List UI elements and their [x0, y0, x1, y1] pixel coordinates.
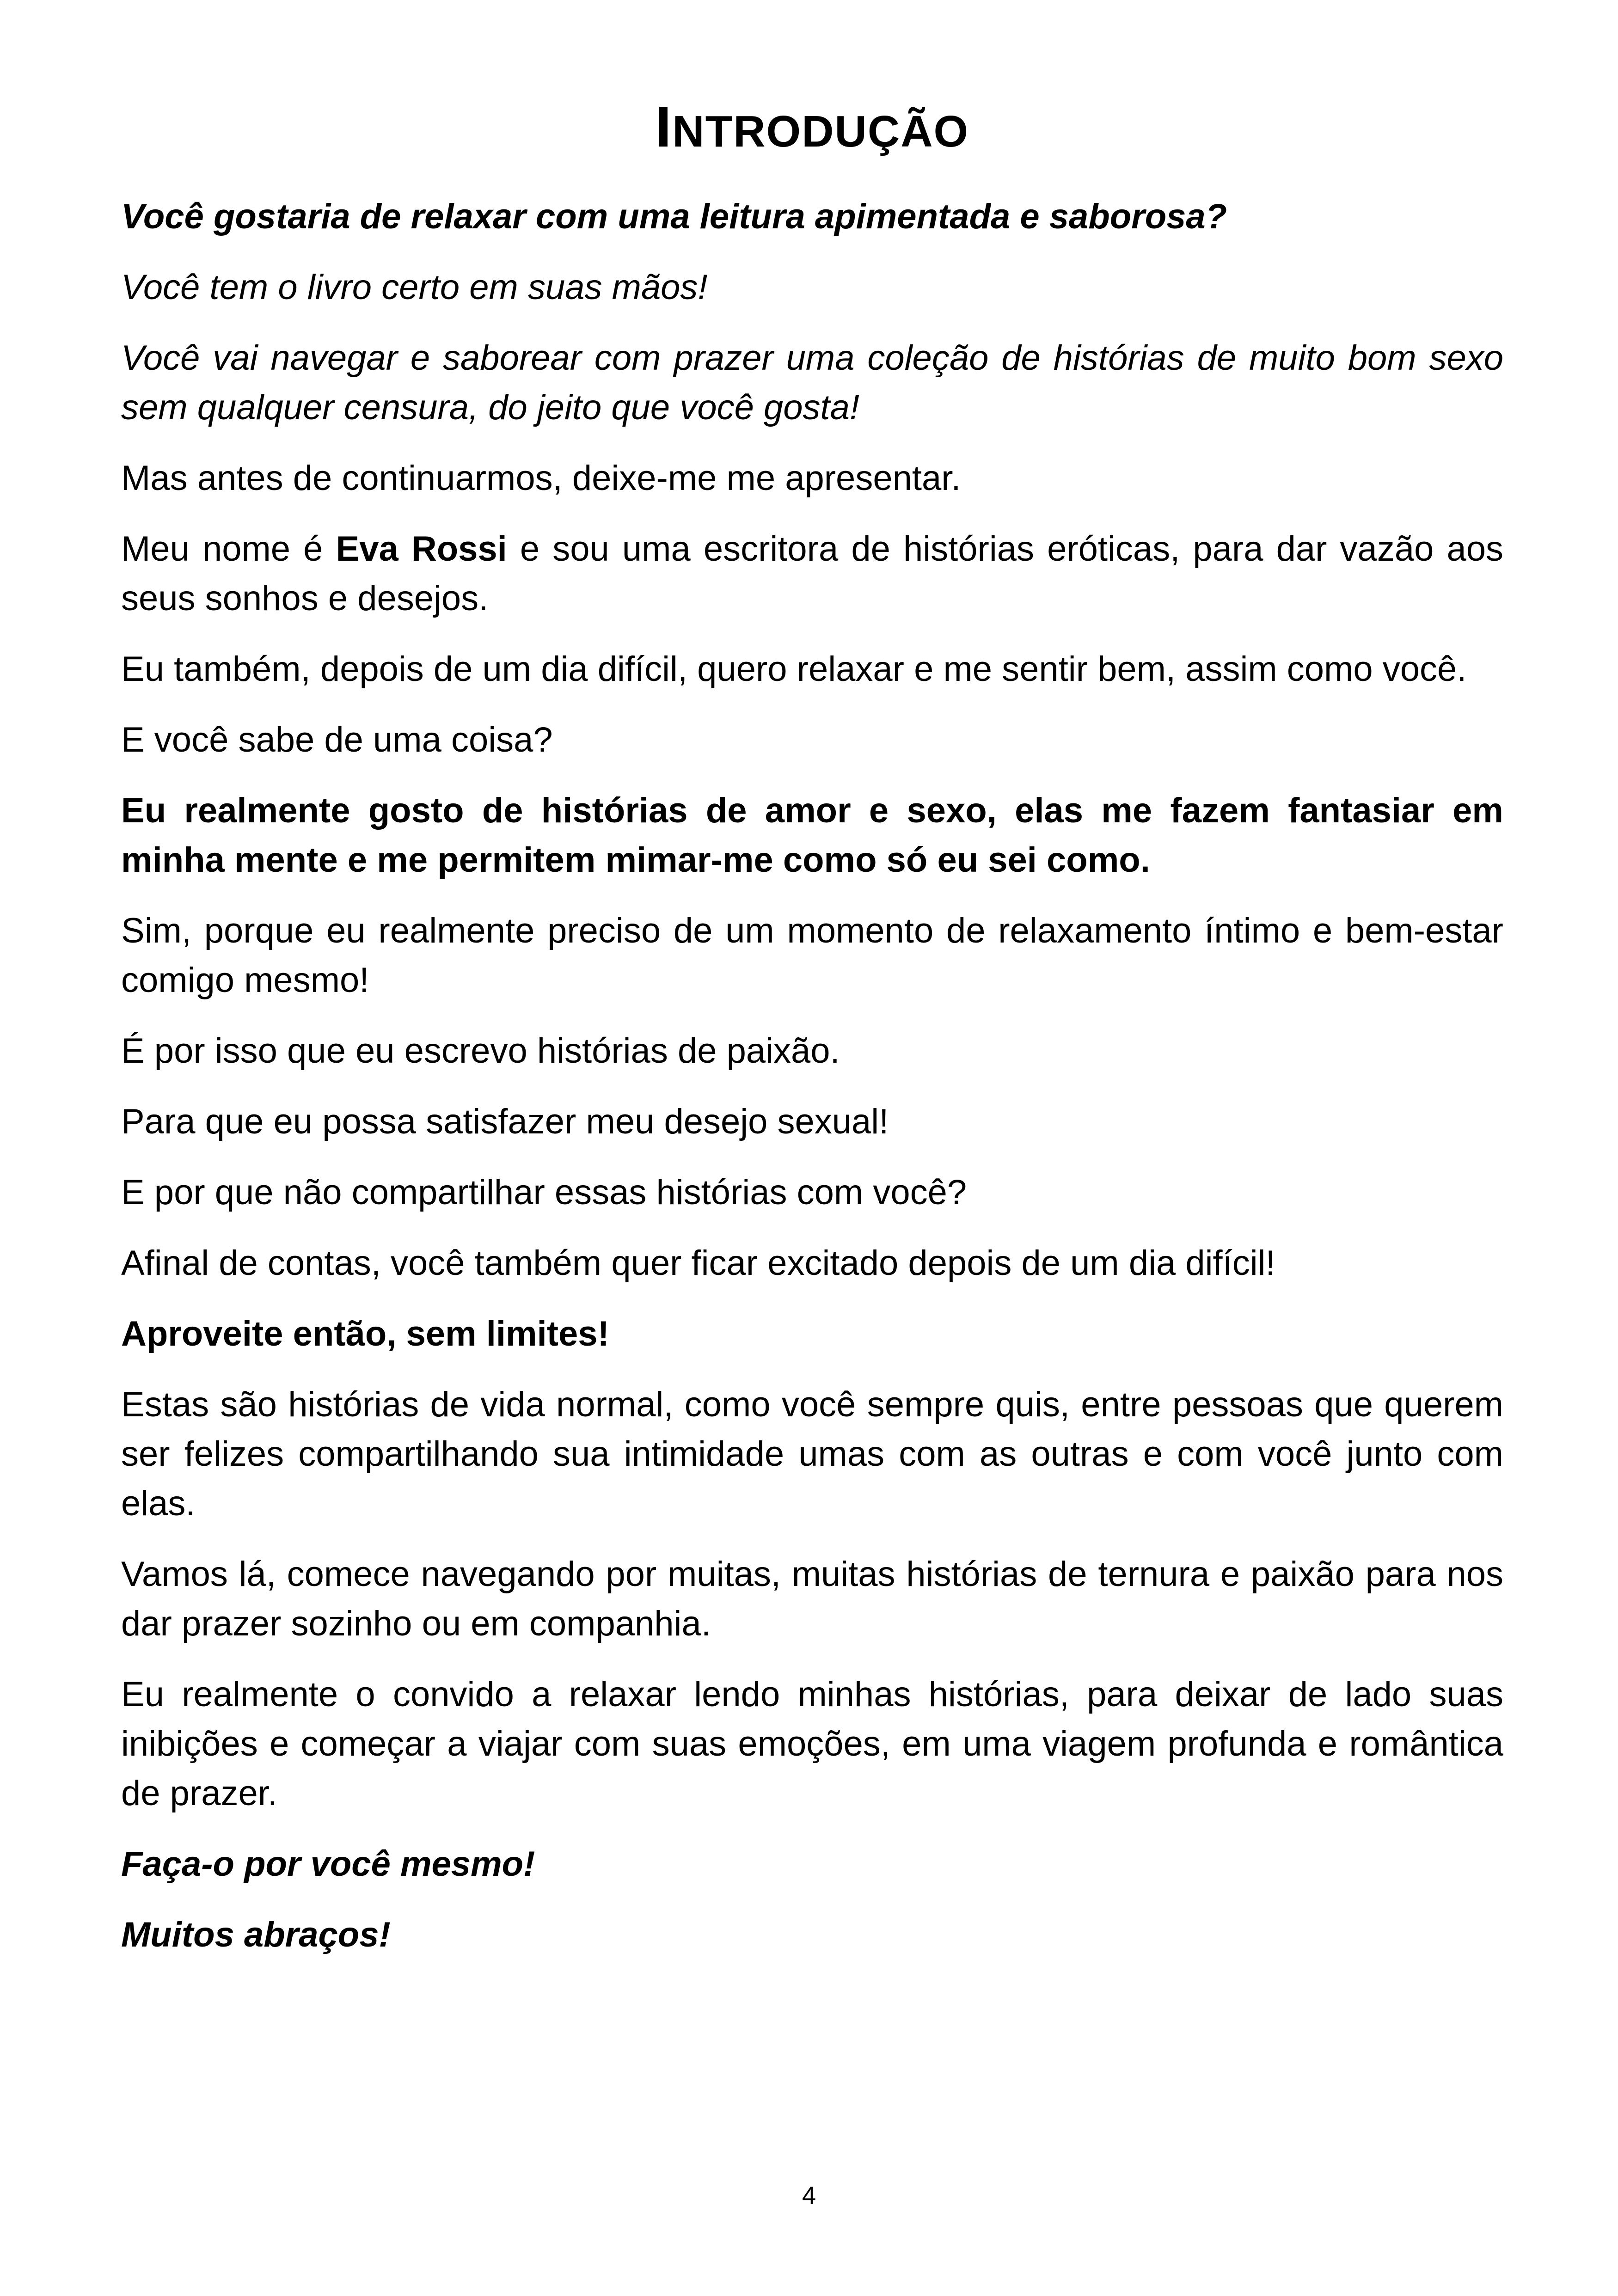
- author-intro-text: Meu nome é: [121, 529, 336, 569]
- page-number: 4: [802, 2182, 816, 2210]
- author-name: Eva Rossi: [336, 529, 507, 569]
- paragraph-enjoy: Aproveite então, sem limites!: [121, 1314, 609, 1353]
- paragraph-normal-life: Estas são histórias de vida normal, como você sempre quis, entre pessoas que querem ser felizes compartilhando sua intimidade umas com as outras e com você junto com elas.: [121, 1385, 1503, 1523]
- title-rest: NTRODUÇÃO: [672, 107, 969, 156]
- paragraph-difficult-day: Eu também, depois de um dia difícil, quero relaxar e me sentir bem, assim como você.: [121, 649, 1467, 689]
- page-title: [121, 86, 1503, 173]
- paragraph-after-all: Afinal de contas, você também quer ficar excitado depois de um dia difícil!: [121, 1243, 1275, 1283]
- paragraph-author-intro: [121, 524, 1503, 623]
- paragraph-do-it: Faça-o por você mesmo!: [121, 1844, 535, 1884]
- paragraph-invitation: Eu realmente o convido a relaxar lendo minhas histórias, para deixar de lado suas inibições e começar a viajar com suas emoções, em uma viagem profunda e romântica de prazer.: [121, 1675, 1503, 1813]
- paragraph-lets-go: Vamos lá, comece navegando por muitas, muitas histórias de ternura e paixão para nos dar prazer sozinho ou em companhia.: [121, 1555, 1503, 1643]
- paragraph-right-book: Você tem o livro certo em suas mãos!: [121, 268, 708, 307]
- paragraph-intro-question: Você gostaria de relaxar com uma leitura apimentada e saborosa?: [121, 197, 1227, 236]
- paragraph-share: E por que não compartilhar essas histórias com você?: [121, 1173, 967, 1212]
- title-initial: I: [655, 95, 673, 159]
- paragraph-why-write: É por isso que eu escrevo histórias de paixão.: [121, 1031, 840, 1071]
- paragraph-love-stories: Eu realmente gosto de histórias de amor e sexo, elas me fazem fantasiar em minha mente e me permitem mimar-me como só eu sei como.: [121, 791, 1503, 880]
- paragraph-relaxation: Sim, porque eu realmente preciso de um momento de relaxamento íntimo e bem-estar comigo mesmo!: [121, 911, 1503, 1000]
- paragraph-you-know: E você sabe de uma coisa?: [121, 720, 553, 759]
- paragraph-before-continue: Mas antes de continuarmos, deixe-me me apresentar.: [121, 459, 961, 498]
- document-page: [121, 86, 1503, 1981]
- paragraph-satisfy: Para que eu possa satisfazer meu desejo sexual!: [121, 1102, 889, 1141]
- paragraph-hugs: Muitos abraços!: [121, 1915, 391, 1954]
- paragraph-navigate: Você vai navegar e saborear com prazer uma coleção de histórias de muito bom sexo sem qualquer censura, do jeito que você gosta!: [121, 338, 1503, 427]
- author-intro-rest: e sou uma escritora de histórias eróticas, para dar vazão aos seus sonhos e desejos.: [121, 529, 1503, 618]
